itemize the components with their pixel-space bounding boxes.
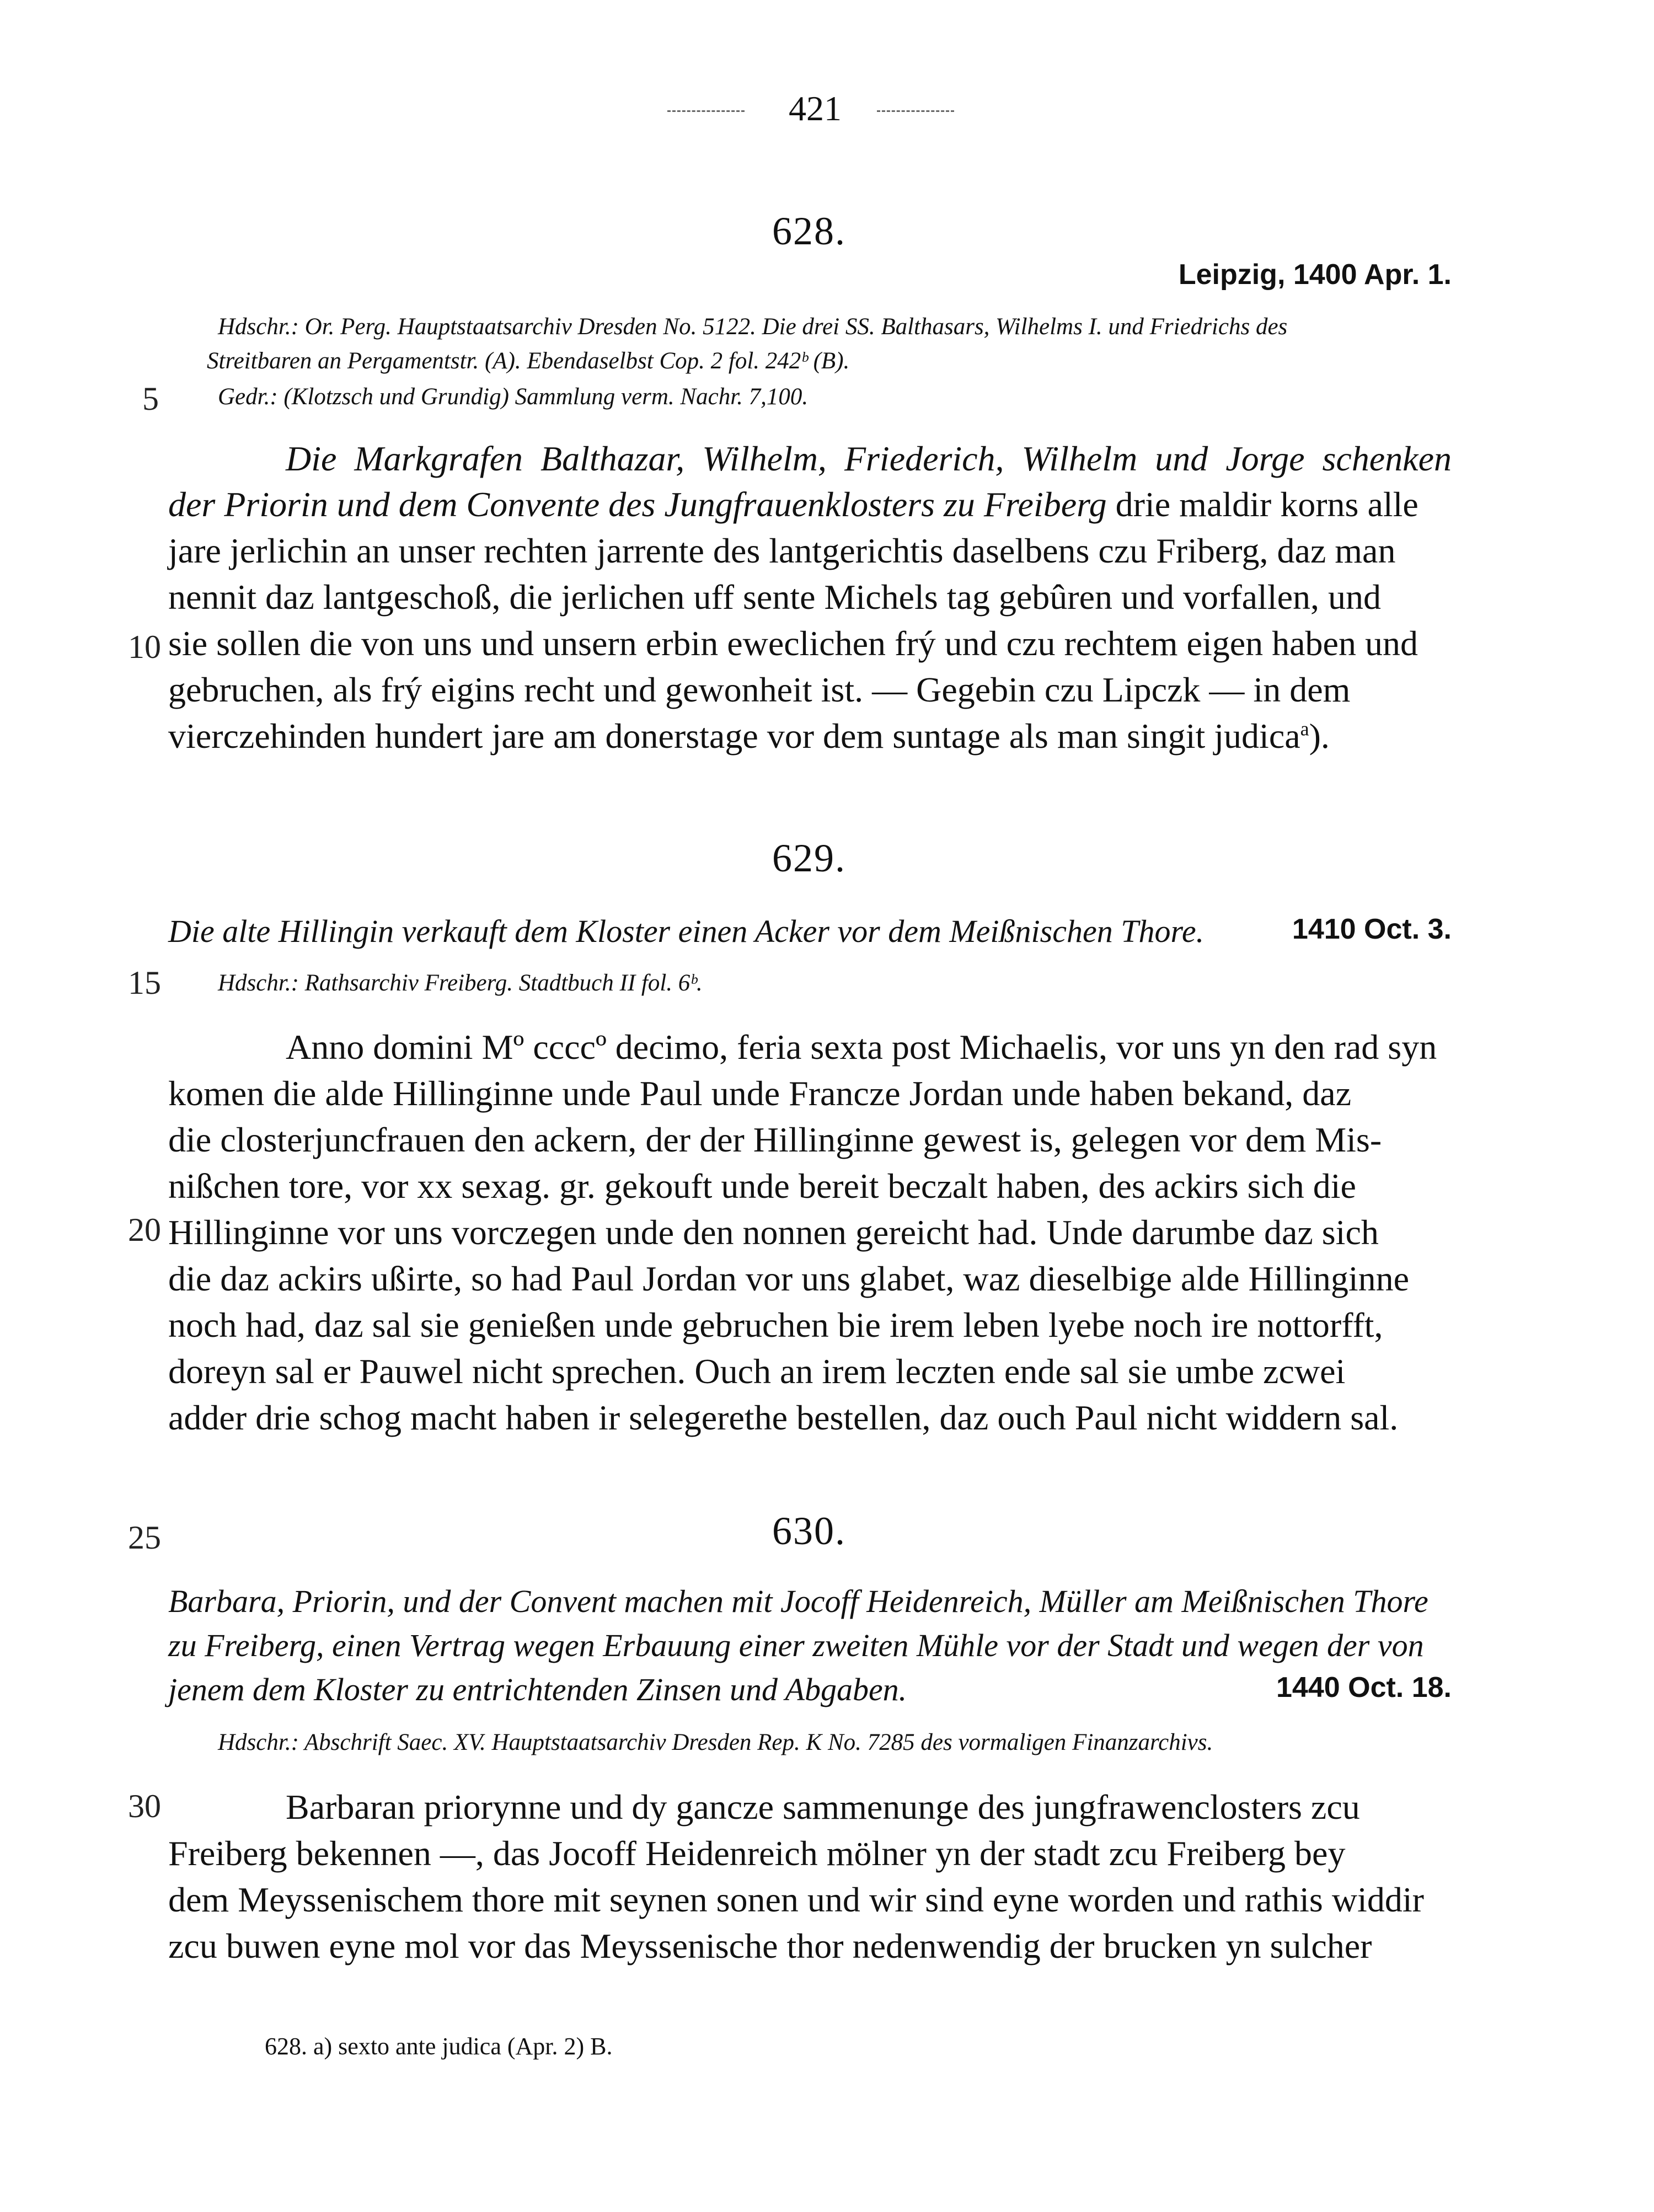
- text-line: [168, 716, 1330, 757]
- document-date: 1440 Oct. 18.: [1276, 1672, 1452, 1704]
- line-number-10: 10: [128, 629, 161, 665]
- line-number-15: 15: [128, 965, 161, 1001]
- text-content: vierczehinden hundert jare am donerstage vor dem suntage als man singit judica: [168, 716, 1300, 756]
- text-line: doreyn sal er Pauwel nicht sprechen. Ouch an irem leczten ende sal sie umbe zcwei: [168, 1352, 1346, 1391]
- text-line: die daz ackirs ußirte, so had Paul Jordan vor uns glabet, waz dieselbige alde Hillinginne: [168, 1259, 1410, 1298]
- text-line: [168, 484, 1419, 525]
- text-line: komen die alde Hillinginne unde Paul unde Francze Jordan unde haben bekand, daz: [168, 1074, 1352, 1113]
- line-number-30: 30: [128, 1788, 161, 1824]
- header-rule-right: [877, 110, 954, 112]
- document-date: Leipzig, 1400 Apr. 1.: [1178, 259, 1452, 291]
- text-line: Hillinginne vor uns vorczegen unde den nonnen gereicht had. Unde darumbe daz sich: [168, 1213, 1379, 1252]
- line-number-25: 25: [128, 1519, 161, 1556]
- document-date: 1410 Oct. 3.: [1292, 913, 1452, 945]
- text-line: sie sollen die von uns und unsern erbin eweclichen frý und czu rechtem eigen haben und: [168, 624, 1418, 663]
- print-source-line: Gedr.: (Klotzsch und Grundig) Sammlung verm. Nachr. 7,100.: [218, 384, 809, 410]
- text-content: ).: [1309, 716, 1330, 756]
- source-note-line: Hdschr.: Abschrift Saec. XV. Hauptstaatsarchiv Dresden Rep. K No. 7285 des vormaligen Finanzarchivs.: [218, 1729, 1213, 1755]
- regest-text: der Priorin und dem Convente des Jungfrauenklosters zu Freiberg: [168, 485, 1107, 524]
- page-number: 421: [789, 89, 842, 128]
- line-number-20: 20: [128, 1212, 161, 1248]
- document-heading: Barbara, Priorin, und der Convent machen mit Jocoff Heidenreich, Müller am Meißnischen Thore: [168, 1583, 1428, 1619]
- document-number: 630.: [772, 1509, 846, 1553]
- regest-text: Die Markgrafen Balthazar, Wilhelm, Friederich, Wilhelm und Jorge schenken: [286, 439, 1452, 478]
- document-heading: jenem dem Kloster zu entrichtenden Zinsen und Abgaben.: [168, 1672, 907, 1707]
- text-line: noch had, daz sal sie genießen unde gebruchen bie irem leben lyebe noch ire nottorfft,: [168, 1305, 1383, 1345]
- footnote-marker: a: [1300, 717, 1309, 740]
- text-line: Freiberg bekennen —, das Jocoff Heidenreich mölner yn der stadt zcu Freiberg bey: [168, 1834, 1346, 1873]
- text-content: drie maldir korns alle: [1106, 485, 1419, 524]
- text-line: die closterjuncfrauen den ackern, der der Hillinginne gewest is, gelegen vor dem Mis-: [168, 1120, 1382, 1159]
- document-heading: Die alte Hillingin verkauft dem Kloster einen Acker vor dem Meißnischen Thore.: [168, 913, 1205, 949]
- line-number-5: 5: [142, 381, 159, 417]
- source-note-line: Streitbaren an Pergamentstr. (A). Ebendaselbst Cop. 2 fol. 242ᵇ (B).: [207, 348, 850, 374]
- text-line: Anno domini Mº ccccº decimo, feria sexta post Michaelis, vor uns yn den rad syn: [286, 1027, 1437, 1067]
- footnote: 628. a) sexto ante judica (Apr. 2) B.: [265, 2033, 613, 2060]
- text-line: jare jerlichin an unser rechten jarrente des lantgerichtis daselbens czu Friberg, daz man: [168, 531, 1396, 570]
- document-heading: zu Freiberg, einen Vertrag wegen Erbauung einer zweiten Mühle vor der Stadt und wegen der von: [168, 1627, 1424, 1663]
- document-number: 629.: [772, 836, 846, 880]
- source-note-line: Hdschr.: Or. Perg. Hauptstaatsarchiv Dresden No. 5122. Die drei SS. Balthasars, Wilhelms I. und Friedrichs des: [218, 314, 1288, 340]
- document-number: 628.: [772, 209, 846, 253]
- text-line: gebruchen, als frý eigins recht und gewonheit ist. — Gegebin czu Lipczk — in dem: [168, 670, 1351, 709]
- text-line: adder drie schog macht haben ir selegerethe bestellen, daz ouch Paul nicht widdern sal.: [168, 1398, 1399, 1437]
- text-line: nennit daz lantgeschoß, die jerlichen uff sente Michels tag gebûren und vorfallen, und: [168, 577, 1381, 617]
- text-line: dem Meyssenischem thore mit seynen sonen und wir sind eyne worden und rathis widdir: [168, 1880, 1424, 1919]
- regest-line: [286, 438, 1452, 479]
- header-rule-left: [667, 110, 745, 112]
- source-note-line: Hdschr.: Rathsarchiv Freiberg. Stadtbuch II fol. 6ᵇ.: [218, 970, 703, 996]
- text-line: Barbaran priorynne und dy gancze sammenunge des jungfrawenclosters zcu: [286, 1787, 1360, 1827]
- text-line: nißchen tore, vor xx sexag. gr. gekouft unde bereit beczalt haben, des ackirs sich die: [168, 1166, 1356, 1206]
- text-line: zcu buwen eyne mol vor das Meyssenische thor nedenwendig der brucken yn sulcher: [168, 1926, 1372, 1965]
